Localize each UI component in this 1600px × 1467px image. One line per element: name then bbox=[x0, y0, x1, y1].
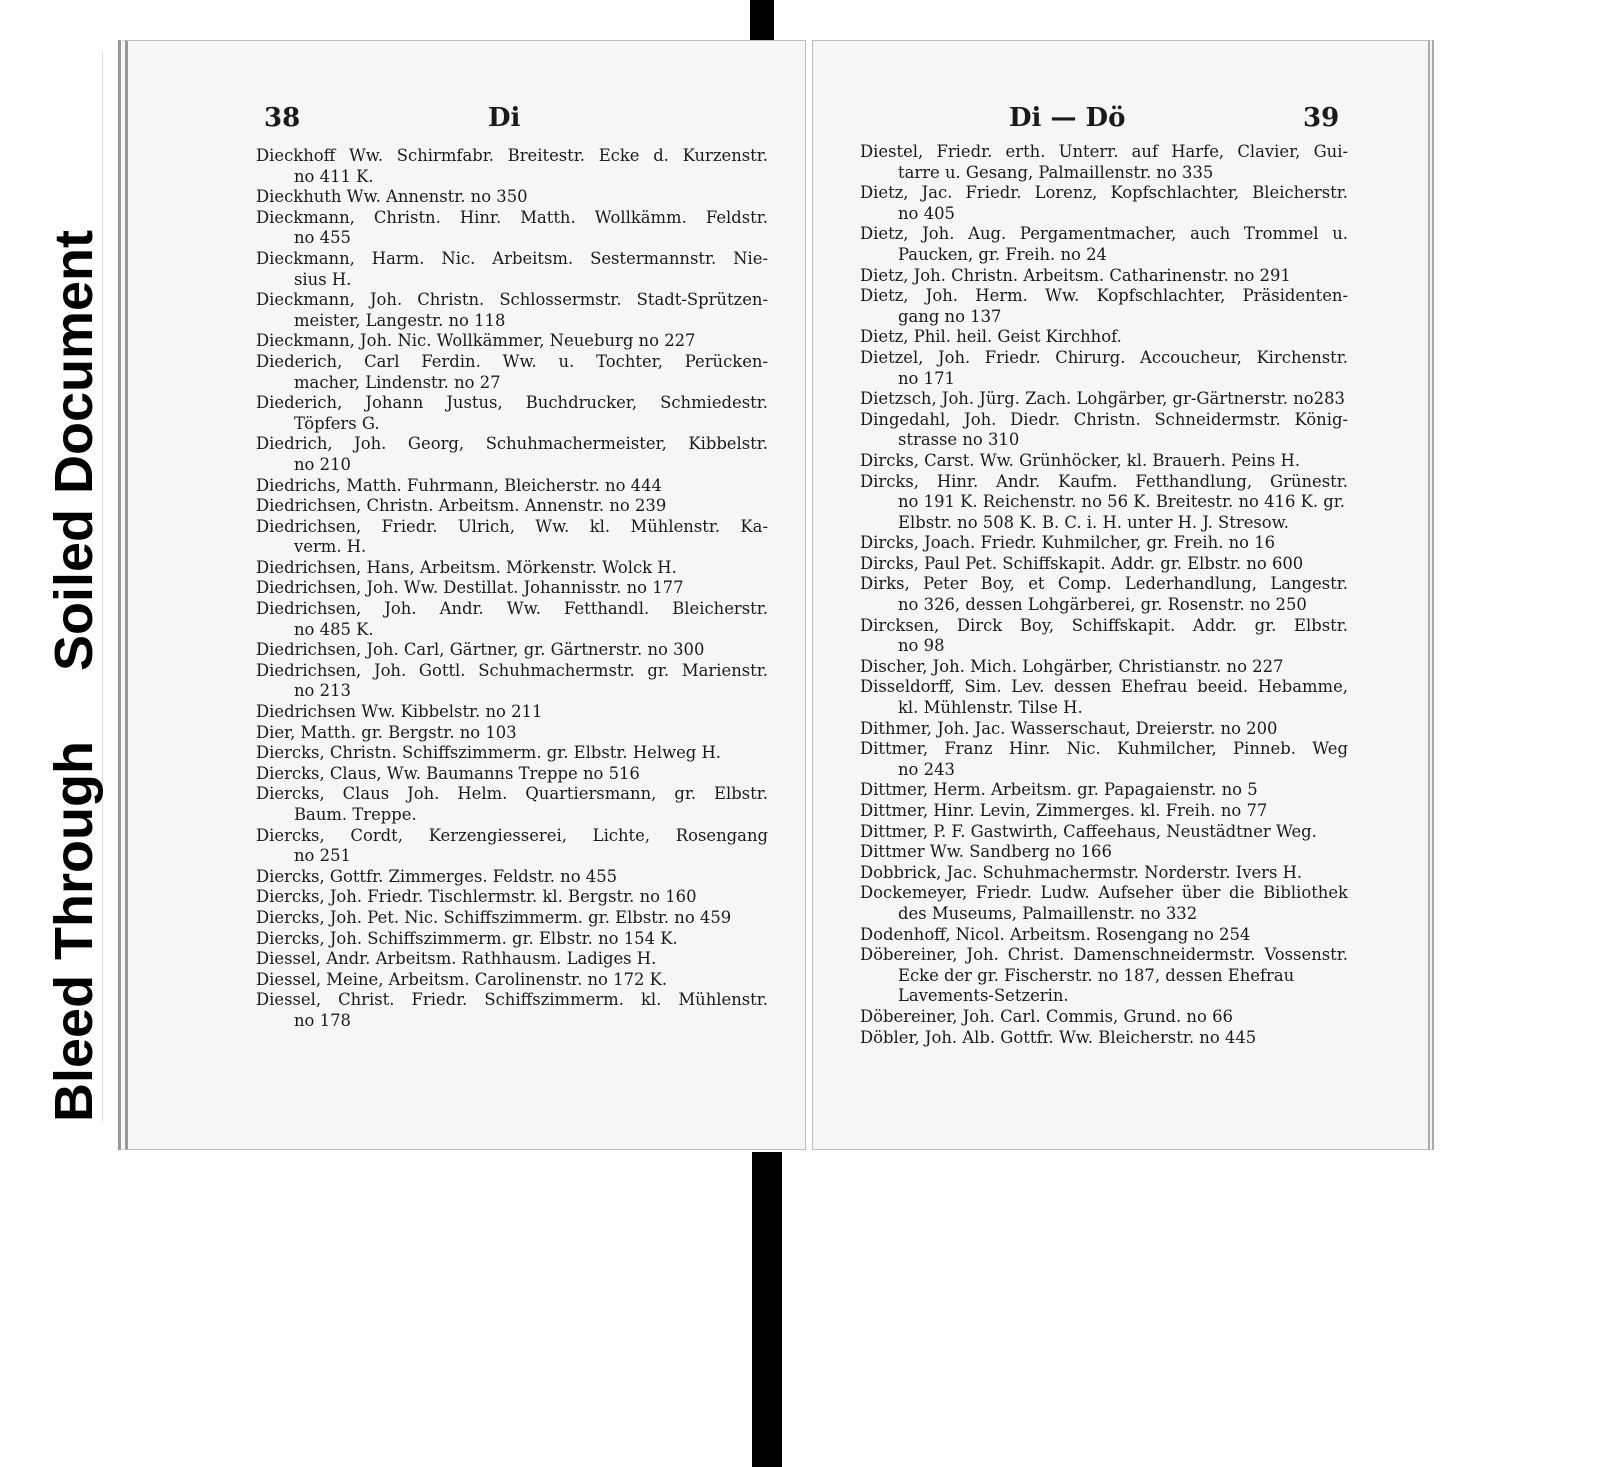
entry-first-line: Diedrichsen, Christn. Arbeitsm. Annenstr. no 239 bbox=[256, 496, 667, 516]
entry-first-line: Döbereiner, Joh. Christ. Damenschneidermstr. Vossenstr. bbox=[860, 945, 1348, 965]
right-entry-list bbox=[860, 142, 1348, 1048]
directory-entry bbox=[256, 599, 768, 640]
directory-entry bbox=[860, 224, 1348, 265]
entry-continuation: no 251 bbox=[294, 846, 351, 866]
directory-entry bbox=[256, 784, 768, 825]
directory-entry bbox=[256, 331, 768, 352]
directory-entry bbox=[860, 451, 1348, 472]
entry-first-line: Dieckmann, Harm. Nic. Arbeitsm. Sestermannstr. Nie- bbox=[256, 248, 768, 268]
directory-entry bbox=[256, 867, 768, 888]
entry-continuation: verm. H. bbox=[294, 537, 367, 557]
entry-first-line: Diercks, Gottfr. Zimmerges. Feldstr. no 455 bbox=[256, 866, 618, 886]
directory-entry bbox=[256, 187, 768, 208]
directory-entry bbox=[256, 208, 768, 249]
entry-first-line: Dier, Matth. gr. Bergstr. no 103 bbox=[256, 722, 517, 742]
directory-entry bbox=[860, 183, 1348, 224]
entry-first-line: Diessel, Christ. Friedr. Schiffszimmerm. kl. Mühlenstr. bbox=[256, 990, 768, 1010]
entry-first-line: Dietz, Joh. Aug. Pergamentmacher, auch Trommel u. bbox=[860, 224, 1348, 244]
entry-continuation: no 326, dessen Lohgärberei, gr. Rosenstr. no 250 bbox=[898, 595, 1307, 615]
entry-continuation: strasse no 310 bbox=[898, 430, 1020, 450]
directory-entry bbox=[256, 661, 768, 702]
entry-first-line: Disseldorff, Sim. Lev. dessen Ehefrau beeid. Hebamme, bbox=[860, 677, 1348, 697]
entry-first-line: Döbler, Joh. Alb. Gottfr. Ww. Bleicherstr. no 445 bbox=[860, 1027, 1257, 1047]
entry-first-line: Dircks, Hinr. Andr. Kaufm. Fetthandlung, Grünestr. bbox=[860, 471, 1348, 491]
entry-first-line: Dodenhoff, Nicol. Arbeitsm. Rosengang no 254 bbox=[860, 924, 1251, 944]
entry-continuation: no 178 bbox=[294, 1010, 351, 1030]
entry-continuation: no 98 bbox=[898, 636, 945, 656]
entry-first-line: Dietzel, Joh. Friedr. Chirurg. Accoucheur, Kirchenstr. bbox=[860, 347, 1348, 367]
directory-entry bbox=[860, 410, 1348, 451]
entry-first-line: Diedrichsen, Joh. Andr. Ww. Fetthandl. Bleicherstr. bbox=[256, 599, 768, 619]
entry-first-line: Diederich, Johann Justus, Buchdrucker, Schmiedestr. bbox=[256, 393, 768, 413]
entry-first-line: Diessel, Meine, Arbeitsm. Carolinenstr. no 172 K. bbox=[256, 969, 668, 989]
directory-entry bbox=[860, 286, 1348, 327]
entry-first-line: Dieckhuth Ww. Annenstr. no 350 bbox=[256, 187, 528, 207]
entry-first-line: Diercks, Claus Joh. Helm. Quartiersmann, gr. Elbstr. bbox=[256, 784, 768, 804]
entry-first-line: Dingedahl, Joh. Diedr. Christn. Schneidermstr. König- bbox=[860, 409, 1348, 429]
directory-entry bbox=[860, 266, 1348, 287]
entry-first-line: Dircks, Joach. Friedr. Kuhmilcher, gr. Freih. no 16 bbox=[860, 533, 1276, 553]
directory-entry bbox=[860, 719, 1348, 740]
entry-continuation: Ecke der gr. Fischerstr. no 187, dessen Ehefrau Lavements-Setzerin. bbox=[898, 965, 1295, 1006]
entry-first-line: Dittmer Ww. Sandberg no 166 bbox=[860, 842, 1112, 862]
directory-entry bbox=[256, 496, 768, 517]
entry-continuation: no 455 bbox=[294, 228, 351, 248]
entry-first-line: Diercks, Joh. Pet. Nic. Schiffszimmerm. gr. Elbstr. no 459 bbox=[256, 907, 732, 927]
directory-entry bbox=[860, 327, 1348, 348]
entry-first-line: Diedrichsen, Joh. Ww. Destillat. Johannisstr. no 177 bbox=[256, 578, 684, 598]
directory-entry bbox=[860, 883, 1348, 924]
entry-first-line: Diedrichs, Matth. Fuhrmann, Bleicherstr. no 444 bbox=[256, 475, 662, 495]
gutter-bar-bottom bbox=[752, 1152, 782, 1467]
directory-entry bbox=[256, 929, 768, 950]
entry-continuation: tarre u. Gesang, Palmaillenstr. no 335 bbox=[898, 162, 1214, 182]
directory-entry bbox=[860, 863, 1348, 884]
entry-first-line: Diedrichsen Ww. Kibbelstr. no 211 bbox=[256, 702, 543, 722]
entry-first-line: Dieckmann, Joh. Nic. Wollkämmer, Neueburg no 227 bbox=[256, 331, 696, 351]
entry-first-line: Discher, Joh. Mich. Lohgärber, Christianstr. no 227 bbox=[860, 656, 1284, 676]
directory-entry bbox=[860, 142, 1348, 183]
directory-entry bbox=[256, 393, 768, 434]
directory-entry bbox=[860, 657, 1348, 678]
directory-entry bbox=[256, 970, 768, 991]
entry-first-line: Dieckhoff Ww. Schirmfabr. Breitestr. Ecke d. Kurzenstr. bbox=[256, 146, 768, 165]
entry-first-line: Dietz, Jac. Friedr. Lorenz, Kopfschlachter, Bleicherstr. bbox=[860, 183, 1348, 203]
entry-continuation: sius H. bbox=[294, 269, 352, 289]
directory-entry bbox=[860, 925, 1348, 946]
directory-entry bbox=[256, 578, 768, 599]
entry-first-line: Dircks, Paul Pet. Schiffskapit. Addr. gr. Elbstr. no 600 bbox=[860, 553, 1304, 573]
directory-entry bbox=[256, 826, 768, 867]
entry-first-line: Diessel, Andr. Arbeitsm. Rathhausm. Ladiges H. bbox=[256, 949, 657, 969]
directory-entry bbox=[256, 434, 768, 475]
right-page-number: 39 bbox=[1303, 103, 1340, 133]
entry-first-line: Diercks, Claus, Ww. Baumanns Treppe no 516 bbox=[256, 763, 640, 783]
entry-first-line: Dittmer, Herm. Arbeitsm. gr. Papagaienstr. no 5 bbox=[860, 780, 1258, 800]
entry-first-line: Dietz, Phil. heil. Geist Kirchhof. bbox=[860, 327, 1122, 347]
entry-continuation: kl. Mühlenstr. Tilse H. bbox=[898, 698, 1083, 718]
directory-entry bbox=[860, 945, 1348, 1007]
directory-entry bbox=[860, 554, 1348, 575]
entry-first-line: Diederich, Carl Ferdin. Ww. u. Tochter, Perücken- bbox=[256, 351, 768, 371]
directory-entry bbox=[860, 801, 1348, 822]
entry-continuation: meister, Langestr. no 118 bbox=[294, 310, 506, 330]
entry-first-line: Diedrichsen, Hans, Arbeitsm. Mörkenstr. Wolck H. bbox=[256, 557, 677, 577]
entry-first-line: Dockemeyer, Friedr. Ludw. Aufseher über die Bibliothek bbox=[860, 883, 1348, 903]
directory-entry bbox=[256, 702, 768, 723]
entry-first-line: Dieckmann, Christn. Hinr. Matth. Wollkämm. Feldstr. bbox=[256, 207, 768, 227]
entry-continuation: gang no 137 bbox=[898, 306, 1002, 326]
directory-entry bbox=[860, 677, 1348, 718]
left-entry-list bbox=[256, 146, 768, 1032]
entry-continuation: no 485 K. bbox=[294, 619, 374, 639]
entry-continuation: no 405 bbox=[898, 203, 955, 223]
right-page-header: Di — Dö bbox=[1009, 103, 1126, 133]
entry-first-line: Dircks, Carst. Ww. Grünhöcker, kl. Brauerh. Peins H. bbox=[860, 450, 1301, 470]
directory-entry bbox=[256, 476, 768, 497]
entry-continuation: no 411 K. bbox=[294, 166, 374, 186]
entry-first-line: Diercks, Cordt, Kerzengiesserei, Lichte, Rosengang bbox=[256, 825, 768, 845]
entry-first-line: Dithmer, Joh. Jac. Wasserschaut, Dreierstr. no 200 bbox=[860, 718, 1278, 738]
entry-first-line: Dirks, Peter Boy, et Comp. Lederhandlung, Langestr. bbox=[860, 574, 1348, 594]
entry-first-line: Dietz, Joh. Christn. Arbeitsm. Catharinenstr. no 291 bbox=[860, 265, 1291, 285]
entry-first-line: Diedrichsen, Friedr. Ulrich, Ww. kl. Mühlenstr. Ka- bbox=[256, 516, 768, 536]
directory-entry bbox=[860, 348, 1348, 389]
entry-first-line: Dietzsch, Joh. Jürg. Zach. Lohgärber, gr-Gärtnerstr. no283 bbox=[860, 389, 1345, 409]
entry-continuation: no 171 bbox=[898, 368, 955, 388]
entry-first-line: Dieckmann, Joh. Christn. Schlossermstr. Stadt-Sprützen- bbox=[256, 290, 768, 310]
entry-continuation: no 213 bbox=[294, 681, 351, 701]
directory-entry bbox=[256, 517, 768, 558]
entry-first-line: Diercks, Joh. Friedr. Tischlermstr. kl. Bergstr. no 160 bbox=[256, 887, 697, 907]
directory-entry bbox=[860, 533, 1348, 554]
entry-continuation: Baum. Treppe. bbox=[294, 805, 417, 824]
directory-entry bbox=[256, 290, 768, 331]
directory-entry bbox=[860, 822, 1348, 843]
directory-entry bbox=[860, 616, 1348, 657]
entry-first-line: Dittmer, Franz Hinr. Nic. Kuhmilcher, Pinneb. Weg bbox=[860, 739, 1348, 759]
directory-entry bbox=[256, 558, 768, 579]
directory-entry bbox=[256, 352, 768, 393]
directory-entry bbox=[256, 887, 768, 908]
entry-first-line: Diercks, Joh. Schiffszimmerm. gr. Elbstr. no 154 K. bbox=[256, 928, 678, 948]
entry-first-line: Dircksen, Dirck Boy, Schiffskapit. Addr. gr. Elbstr. bbox=[860, 615, 1348, 635]
directory-entry bbox=[860, 574, 1348, 615]
entry-continuation: des Museums, Palmaillenstr. no 332 bbox=[898, 903, 1198, 923]
entry-first-line: Dittmer, P. F. Gastwirth, Caffeehaus, Neustädtner Weg. bbox=[860, 821, 1317, 841]
entry-first-line: Dittmer, Hinr. Levin, Zimmerges. kl. Freih. no 77 bbox=[860, 801, 1268, 820]
entry-first-line: Diedrichsen, Joh. Gottl. Schuhmachermstr. gr. Marienstr. bbox=[256, 660, 768, 680]
entry-first-line: Diercks, Christn. Schiffszimmerm. gr. Elbstr. Helweg H. bbox=[256, 743, 722, 763]
directory-entry bbox=[860, 389, 1348, 410]
directory-entry bbox=[256, 640, 768, 661]
entry-continuation: Töpfers G. bbox=[294, 413, 380, 433]
entry-first-line: Diedrich, Joh. Georg, Schuhmachermeister, Kibbelstr. bbox=[256, 434, 768, 454]
side-label bbox=[28, 52, 120, 1122]
directory-entry bbox=[256, 743, 768, 764]
directory-entry bbox=[256, 908, 768, 929]
entry-first-line: Dobbrick, Jac. Schuhmachermstr. Norderstr. Ivers H. bbox=[860, 862, 1303, 882]
directory-entry bbox=[860, 1028, 1348, 1049]
entry-continuation: Paucken, gr. Freih. no 24 bbox=[898, 244, 1107, 264]
directory-entry bbox=[256, 990, 768, 1031]
entry-first-line: Döbereiner, Joh. Carl. Commis, Grund. no 66 bbox=[860, 1006, 1233, 1026]
entry-continuation: macher, Lindenstr. no 27 bbox=[294, 372, 501, 392]
directory-entry bbox=[256, 723, 768, 744]
left-page-header: Di bbox=[488, 103, 521, 133]
side-label-soiled-document: Soiled Document bbox=[44, 229, 104, 672]
directory-entry bbox=[256, 249, 768, 290]
entry-continuation: no 210 bbox=[294, 454, 351, 474]
directory-entry bbox=[860, 842, 1348, 863]
side-label-strip bbox=[10, 52, 103, 1122]
directory-entry bbox=[256, 146, 768, 187]
entry-continuation: no 191 K. Reichenstr. no 56 K. Breitestr. no 416 K. gr. Elbstr. no 508 K. B. C. i. H. unter H. J. Stresow. bbox=[898, 492, 1345, 532]
directory-entry bbox=[860, 472, 1348, 534]
directory-entry bbox=[860, 1007, 1348, 1028]
entry-first-line: Diestel, Friedr. erth. Unterr. auf Harfe, Clavier, Gui- bbox=[860, 142, 1348, 161]
entry-continuation: no 243 bbox=[898, 759, 955, 779]
entry-first-line: Diedrichsen, Joh. Carl, Gärtner, gr. Gärtnerstr. no 300 bbox=[256, 640, 705, 660]
directory-entry bbox=[256, 949, 768, 970]
entry-first-line: Dietz, Joh. Herm. Ww. Kopfschlachter, Präsidenten- bbox=[860, 286, 1348, 306]
directory-entry bbox=[256, 764, 768, 785]
directory-entry bbox=[860, 739, 1348, 780]
directory-entry bbox=[860, 780, 1348, 801]
left-page-number: 38 bbox=[264, 103, 301, 133]
side-label-bleed-through: Bleed Through bbox=[44, 741, 104, 1122]
